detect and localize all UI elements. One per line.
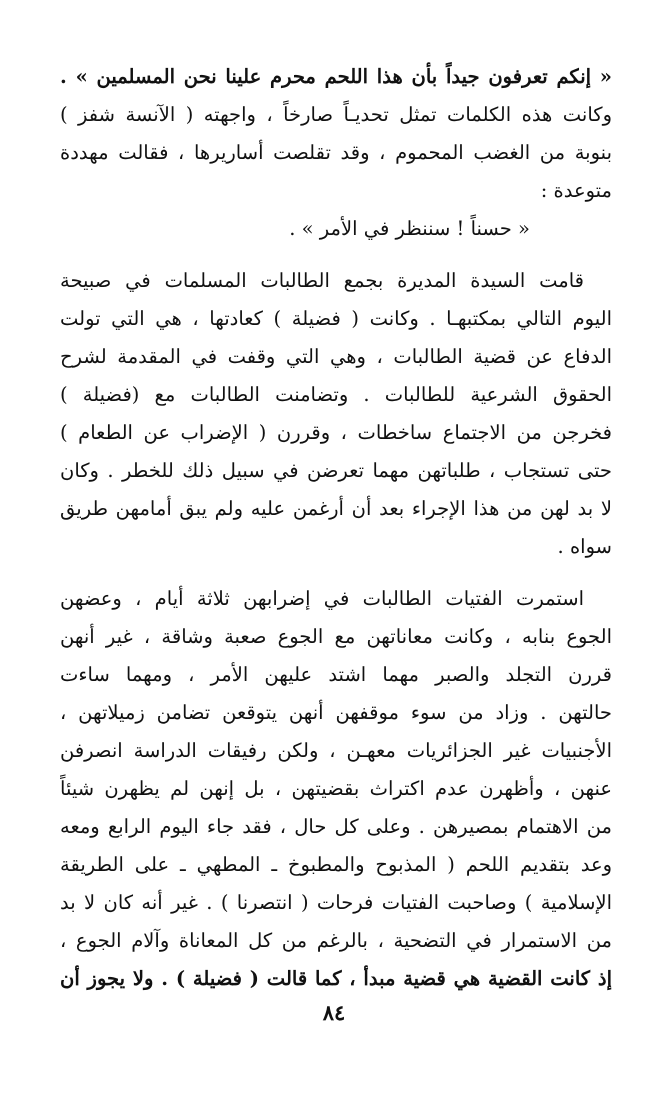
text-line: من الاستمرار في التضحية ، بالرغم من كل المعاناة وآلام الجوع ،: [60, 929, 612, 952]
text-line: الأجنبيات غير الجزائريات معهـن ، ولكن رفيقات الدراسة انصرفن: [60, 739, 612, 762]
text-line: من الاهتمام بمصيرهن . وعلى كل حال ، فقد جاء اليوم الرابع ومعه: [60, 815, 612, 838]
text-line: إذ كانت القضية هي قضية مبدأ ، كما قالت ( فضيلة ) . ولا يجوز أن: [60, 967, 612, 990]
text-line: « إنكم تعرفون جيداً بأن هذا اللحم محرم علينا نحن المسلمين » .: [60, 65, 612, 88]
text-line: استمرت الفتيات الطالبات في إضرابهن ثلاثة أيام ، وعضهن: [60, 587, 584, 610]
text-line: وعد بتقديم اللحم ( المذبوح والمطبوخ ـ المطهي ـ على الطريقة: [60, 853, 612, 876]
text-line: فخرجن من الاجتماع ساخطات ، وقررن ( الإضراب عن الطعام ): [60, 421, 612, 444]
text-line: بنوبة من الغضب المحموم ، وقد تقلصت أساريرها ، فقالت مهددة: [60, 141, 612, 164]
text-line: الجوع بنابه ، وكانت معاناتهن مع الجوع صعبة وشاقة ، غير أنهن: [60, 625, 612, 648]
page-number: ٨٤: [322, 1000, 346, 1025]
text-line: « حسناً ! سننظر في الأمر » .: [289, 217, 530, 240]
text-line: قررن التجلد والصبر مهما اشتد عليهن الأمر ، ومهما ساءت: [60, 663, 612, 686]
text-line: سواه .: [557, 535, 612, 558]
text-line: عنهن ، وأظهرن عدم اكتراث بقضيتهن ، بل إنهن لم يظهرن شيئاً: [60, 777, 612, 800]
text-line: الدفاع عن قضية الطالبات ، وهي التي وقفت في المقدمة لشرح: [60, 345, 612, 368]
page-body: [60, 58, 612, 998]
text-line: الحقوق الشرعية للطالبات . وتضامنت الطالبات مع (فضيلة ): [60, 383, 612, 406]
text-line: حالتهن . وزاد من سوء موقفهن أنهن يتوقعن تضامن زميلاتهن ،: [60, 701, 612, 724]
text-line: حتى تستجاب ، طلباتهن مهما تعرضن في سبيل ذلك للخطر . وكان: [60, 459, 612, 482]
text-line: الإسلامية ) وصاحبت الفتيات فرحات ( انتصرنا ) . غير أنه كان لا بد: [60, 891, 612, 914]
text-line: لا بد لهن من هذا الإجراء بعد أن أرغمن عليه ولم يبق أمامهن طريق: [60, 497, 612, 520]
text-line: متوعدة :: [540, 179, 612, 202]
paragraph-gap: [60, 566, 612, 580]
text-line: اليوم التالي بمكتبهـا . وكانت ( فضيلة ) كعادتها ، هي التي تولت: [60, 307, 612, 330]
paragraph-gap: [60, 248, 612, 262]
text-line: قامت السيدة المديرة بجمع الطالبات المسلمات في صبيحة: [60, 269, 584, 292]
text-line: وكانت هذه الكلمات تمثل تحديـاً صارخاً ، واجهته ( الآنسة شفز ): [60, 103, 612, 126]
